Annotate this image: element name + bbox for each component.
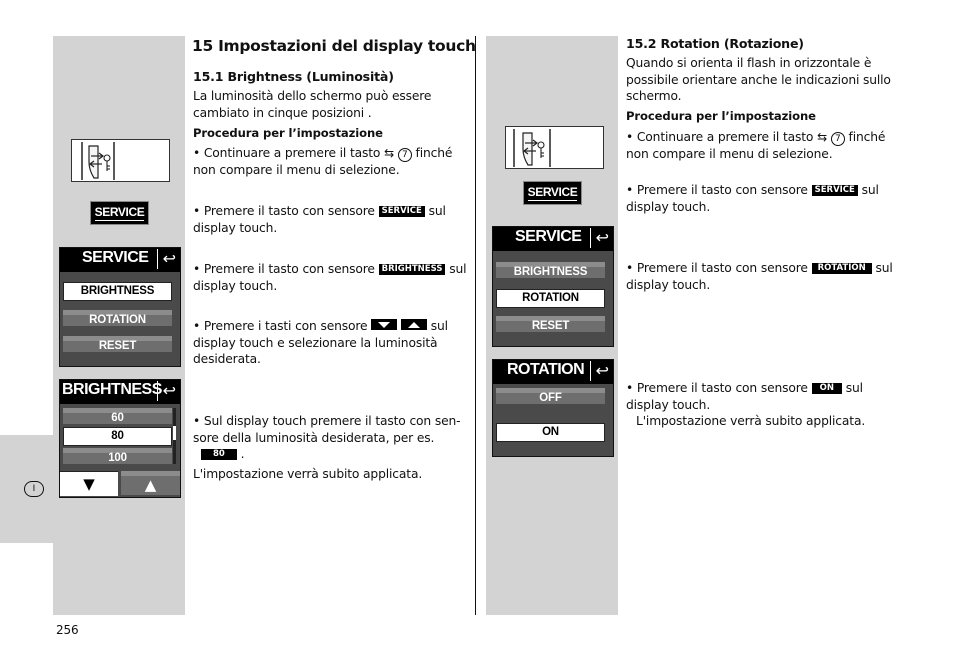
- down-key-badge: [371, 319, 397, 330]
- rotation-menu-screen: [492, 359, 614, 457]
- step-text: Premere il tasto con sensore: [203, 262, 375, 276]
- menu-item-reset[interactable]: RESET: [63, 336, 172, 352]
- back-icon[interactable]: ↩: [157, 381, 176, 401]
- key-number-icon: 7: [831, 132, 845, 146]
- sub1-step4: • Premere i tasti con sensore sul display touch e selezionare la luminosità desiderata.: [193, 319, 448, 366]
- step-text: Continuare a premere il tasto: [203, 146, 381, 160]
- up-key-badge: [401, 319, 427, 330]
- step-text: Premere il tasto con sensore: [636, 183, 808, 197]
- step-text: finché non compare il menu di selezione.: [626, 130, 886, 161]
- rotation-badge: ROTATION: [812, 263, 872, 274]
- screen-title: BRIGHTNESS: [62, 381, 162, 398]
- sub1-title: 15.1 Brightness (Luminosità): [193, 69, 394, 84]
- flash-swap-key-icon: [506, 127, 603, 168]
- value-80-badge: 80: [201, 449, 237, 460]
- service-chip-label: SERVICE: [94, 205, 145, 219]
- sub1-step2: • Premere il tasto con sensore SERVICE sul display touch.: [193, 204, 446, 235]
- brightness-option-60[interactable]: 60: [63, 408, 172, 424]
- brightness-option-80[interactable]: 80: [63, 427, 172, 446]
- rotation-option-on[interactable]: ON: [496, 423, 605, 442]
- swap-icon: ⇆: [384, 146, 394, 160]
- screen-title: SERVICE: [82, 249, 149, 266]
- service-menu-screen-left: [59, 247, 181, 367]
- step-text: sul display touch.: [193, 204, 446, 235]
- sub2-step4: • Premere il tasto con sensore ON sul display touch.: [626, 381, 863, 412]
- brightness-menu-screen: [59, 379, 181, 498]
- sub1-step5: • Sul display touch premere il tasto con sen-sore della luminosità desiderata, per es. 80 .: [193, 414, 461, 461]
- menu-item-brightness[interactable]: BRIGHTNESS: [496, 262, 605, 278]
- step-text: sul display touch.: [193, 262, 467, 293]
- service-menu-screen-right: [492, 226, 614, 347]
- chip-underline: [95, 220, 144, 221]
- menu-item-rotation[interactable]: ROTATION: [496, 289, 605, 308]
- sub2-procedure-label: Procedura per l’impostazione: [626, 109, 816, 123]
- sub2-intro: Quando si orienta il flash in orizzontale è possibile orientare anche le indicazioni sullo schermo.: [626, 56, 891, 103]
- back-icon[interactable]: ↩: [157, 249, 176, 269]
- menu-item-reset[interactable]: RESET: [496, 316, 605, 332]
- scrollbar-thumb[interactable]: [173, 426, 176, 440]
- sub2-step1: • Continuare a premere il tasto ⇆ 7 finché non compare il menu di selezione.: [626, 130, 886, 161]
- sub1-step3: • Premere il tasto con sensore BRIGHTNESS sul display touch.: [193, 262, 467, 293]
- sub2-applied: L'impostazione verrà subito applicata.: [636, 414, 866, 428]
- step-text: Continuare a premere il tasto: [636, 130, 814, 144]
- flash-device-illustration-right: [505, 126, 604, 169]
- step-text: .: [240, 447, 245, 461]
- swap-icon: ⇆: [817, 130, 827, 144]
- step-text: sul display touch.: [626, 183, 879, 214]
- key-number-icon: 7: [398, 148, 412, 162]
- step-text: sul display touch e selezionare la luminosità desiderata.: [193, 319, 448, 366]
- brightness-badge: BRIGHTNESS: [379, 264, 446, 275]
- step-text: Sul display touch premere il tasto con sen-sore della luminosità desiderata, per es.: [193, 414, 461, 445]
- step-text: Premere i tasti con sensore: [203, 319, 368, 333]
- menu-item-rotation[interactable]: ROTATION: [63, 310, 172, 326]
- rotation-option-off[interactable]: OFF: [496, 388, 605, 404]
- down-arrow-icon: ▼: [83, 475, 95, 493]
- section-title: 15 Impostazioni del display touch: [192, 37, 476, 55]
- down-arrow-button[interactable]: [60, 471, 118, 496]
- language-tab-label: I: [32, 484, 36, 494]
- brightness-option-100[interactable]: 100: [63, 448, 172, 464]
- up-arrow-icon: ▲: [144, 476, 157, 494]
- up-arrow-button[interactable]: [121, 471, 180, 495]
- screen-title-bar: [493, 360, 613, 384]
- step-text: finché non compare il menu di selezione.: [193, 146, 453, 177]
- screen-title-bar: [493, 227, 613, 251]
- service-chip-label: SERVICE: [527, 185, 578, 199]
- on-badge: ON: [812, 383, 842, 394]
- down-triangle-icon: [378, 322, 390, 328]
- step-text: Premere il tasto con sensore: [636, 381, 808, 395]
- service-chip-right[interactable]: [523, 181, 582, 205]
- up-triangle-icon: [408, 322, 420, 328]
- service-badge: SERVICE: [379, 206, 425, 217]
- step-text: Premere il tasto con sensore: [203, 204, 375, 218]
- chip-underline: [528, 200, 577, 201]
- menu-item-brightness[interactable]: BRIGHTNESS: [63, 282, 172, 301]
- sub1-procedure-label: Procedura per l’impostazione: [193, 126, 383, 140]
- service-chip-left[interactable]: [90, 201, 149, 225]
- screen-title: ROTATION: [507, 361, 585, 378]
- flash-device-illustration: [71, 139, 170, 182]
- screen-title-bar: [60, 380, 180, 404]
- service-badge: SERVICE: [812, 185, 858, 196]
- sub2-title: 15.2 Rotation (Rotazione): [626, 36, 804, 51]
- flash-swap-key-icon: [72, 140, 169, 181]
- screen-title: SERVICE: [515, 228, 582, 245]
- sub1-applied: L'impostazione verrà subito applicata.: [193, 467, 423, 481]
- step-text: Premere il tasto con sensore: [636, 261, 808, 275]
- scrollbar-track[interactable]: [173, 408, 176, 464]
- sub2-step3: • Premere il tasto con sensore ROTATION sul display touch.: [626, 261, 893, 292]
- sub1-step1: • Continuare a premere il tasto ⇆ 7 finché non compare il menu di selezione.: [193, 146, 453, 177]
- sub1-intro: La luminosità dello schermo può essere cambiato in cinque posizioni .: [193, 89, 432, 120]
- language-tab: [24, 481, 44, 497]
- step-text: sul display touch.: [626, 261, 893, 292]
- back-icon[interactable]: ↩: [590, 361, 609, 381]
- back-icon[interactable]: ↩: [590, 228, 609, 248]
- page-number: 256: [56, 623, 79, 637]
- screen-title-bar: [60, 248, 180, 272]
- sub2-step2: • Premere il tasto con sensore SERVICE sul display touch.: [626, 183, 879, 214]
- step-text: sul display touch.: [626, 381, 863, 412]
- column-divider: [475, 36, 476, 615]
